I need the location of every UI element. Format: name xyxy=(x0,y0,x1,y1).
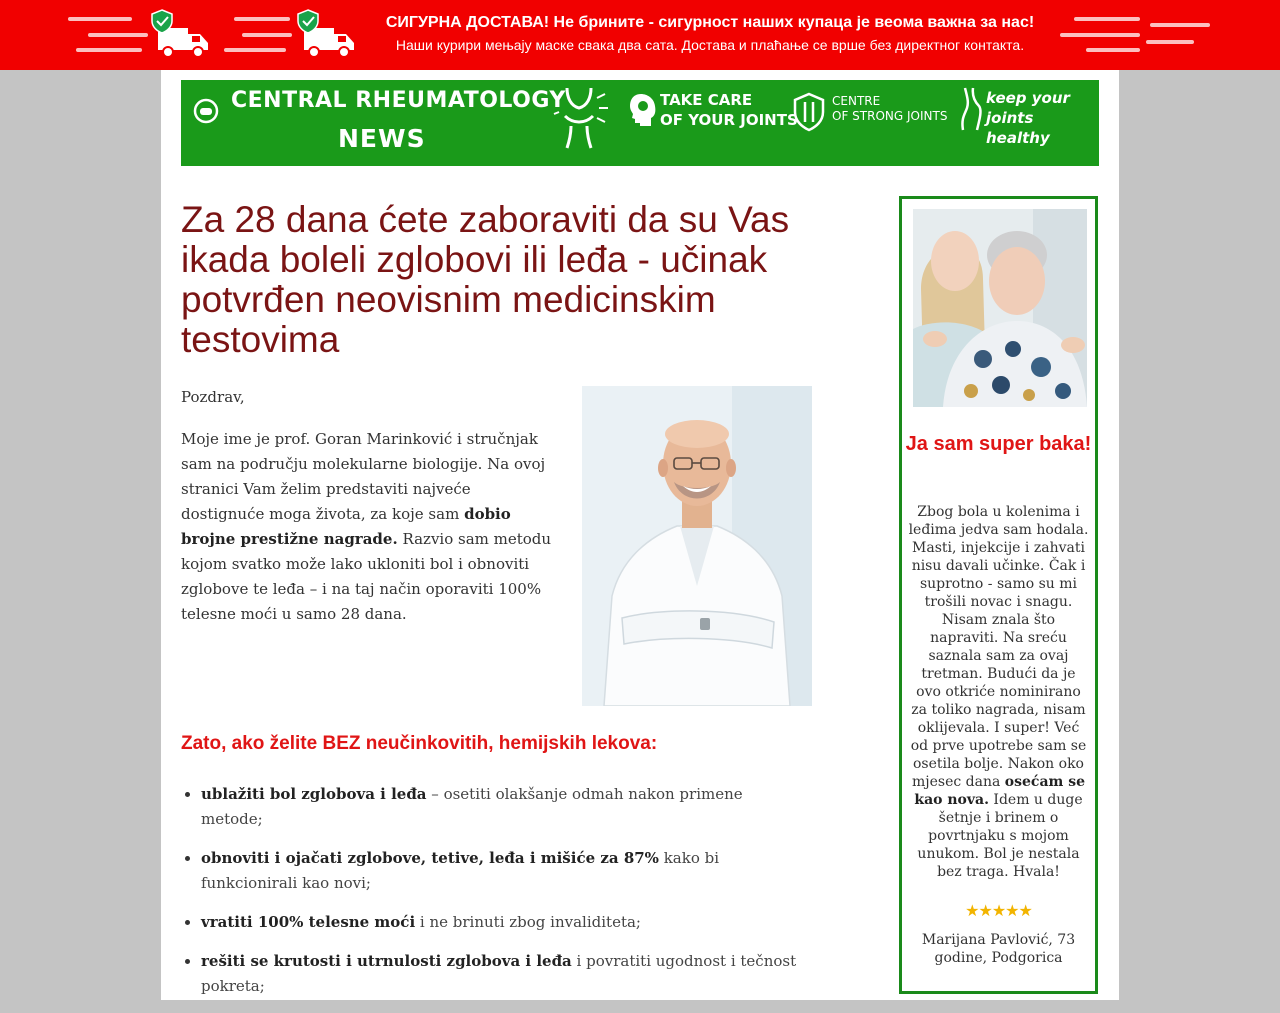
testimonial-text xyxy=(908,503,1089,881)
star-icon: ★ xyxy=(965,901,979,920)
site-banner[interactable] xyxy=(181,80,1099,166)
delivery-headline: СИГУРНА ДОСТАВА! Не брините - сигурност наших купаца је веома важна за нас! xyxy=(385,14,1035,31)
benefits-list xyxy=(181,782,801,1013)
decor-stripe xyxy=(1074,17,1140,21)
decor-stripe xyxy=(1146,40,1194,44)
delivery-message xyxy=(360,12,1060,56)
testimonial-card xyxy=(899,196,1098,994)
delivery-subline: Наши курири мењају маске свака два сата. Достава и плаћање се врше без директног контакта. xyxy=(395,37,1025,53)
logo-icon xyxy=(193,98,219,124)
greeting: Pozdrav, xyxy=(181,388,245,406)
decor-stripe xyxy=(1086,48,1140,52)
benefit-text: – osetiti olakšanje odmah nakon primene metode; xyxy=(201,785,743,828)
intro-text-end: Razvio sam metodu kojom svatko može lako ukloniti bol i obnoviti zglobove te leđa – i na taj način oporaviti 100% telesne moći u samo 28 dana. xyxy=(181,530,552,623)
benefit-bold: rešiti se krutosti i utrnulosti zglobova i leđa xyxy=(201,952,572,970)
testimonial-body: Zbog bola u kolenima i leđima jedva sam hodala. Masti, injekcije i zahvati nisu davali učinke. Čak i suprotno - samo su mi trošili novac i snagu. Nisam znala što napraviti. Na sreću saznala sam za ovaj tretman. Budući da je ovo otkriće nominirano za toliko nagrada, nisam oklijevala. I super! Već od prve upotrebe sam se osetila bolje. Nakon oko mjesec dana xyxy=(908,504,1089,790)
list-item xyxy=(181,846,801,896)
take-care-tagline xyxy=(660,90,798,130)
banner-subtitle: NEWS xyxy=(338,124,426,153)
article-headline: Za 28 dana ćete zaboraviti da su Vas ikada boleli zglobovi ili leđa - učinak potvrđen neovisnim medicinskim testovima xyxy=(181,199,790,360)
decor-stripe xyxy=(88,33,148,37)
benefit-bold: ublažiti bol zglobova i leđa xyxy=(201,785,427,803)
keep-healthy-tagline xyxy=(986,88,1099,148)
testimonial-author: Marijana Pavlović, 73 godine, Podgorica xyxy=(921,932,1076,966)
decor-stripe xyxy=(242,33,292,37)
grandmother-illustration xyxy=(913,209,1087,407)
testimonial-title: Ja sam super baka! xyxy=(905,433,1092,455)
take-care-line1: TAKE CARE xyxy=(660,91,753,109)
star-icon: ★ xyxy=(991,901,1006,920)
benefit-bold: vratiti 100% telesne moći xyxy=(201,913,416,931)
star-icon: ★ xyxy=(1018,901,1032,920)
head-profile-icon xyxy=(629,92,657,128)
centre-line2: OF STRONG JOINTS xyxy=(832,109,948,123)
banner-title: CENTRAL RHEUMATOLOGY xyxy=(231,88,566,113)
testimonial-bold: osećam se kao nova. xyxy=(914,774,1085,808)
star-icon: ★ xyxy=(978,901,992,920)
decor-stripe xyxy=(1150,23,1210,27)
rating-stars xyxy=(902,901,1095,920)
doctor-illustration xyxy=(582,386,812,706)
doctor-photo xyxy=(582,386,812,706)
knee-joint-icon xyxy=(553,86,609,150)
benefit-bold: obnoviti i ojačati zglobove, tetive, leđa i mišiće za 87% xyxy=(201,849,659,867)
delivery-truck-icon xyxy=(296,8,360,62)
decor-stripe xyxy=(1060,33,1140,37)
list-item xyxy=(181,910,801,935)
benefit-text: i ne brinuti zbog invaliditeta; xyxy=(415,913,641,931)
delivery-notice-bar xyxy=(0,0,1280,70)
decor-stripe xyxy=(68,17,132,21)
centre-tagline xyxy=(832,94,947,124)
delivery-truck-icon xyxy=(150,8,214,62)
centre-line1: CENTRE xyxy=(832,94,881,108)
keep-line2: joints healthy xyxy=(986,109,1050,147)
intro-paragraph xyxy=(181,427,553,627)
decor-stripe xyxy=(234,17,290,21)
leg-joint-icon xyxy=(957,86,983,132)
shield-joint-icon xyxy=(791,92,827,132)
take-care-line2: OF YOUR JOINTS xyxy=(660,111,798,129)
decor-stripe xyxy=(76,48,142,52)
keep-line1: keep your xyxy=(986,89,1070,107)
benefit-text: kako bi funkcionirali kao novi; xyxy=(201,849,720,892)
testimonial-photo xyxy=(913,209,1087,407)
intro-bold: dobio brojne prestižne nagrade. xyxy=(181,505,511,548)
star-icon: ★ xyxy=(1005,901,1019,920)
list-item xyxy=(181,782,801,832)
benefit-text: i povratiti ugodnost i tečnost pokreta; xyxy=(201,952,797,995)
decor-stripe xyxy=(224,48,286,52)
page-container xyxy=(161,70,1119,1000)
list-item xyxy=(181,949,801,999)
testimonial-body-end: Idem u duge šetnje i brinem o povrtnjaku s mojom unukom. Bol je nestala bez traga. Hvala! xyxy=(917,792,1083,880)
intro-text: Moje ime je prof. Goran Marinković i stručnjak sam na području molekularne biologije. Na ovoj stranici Vam želim predstaviti najveće dostignuće moga života, za koje sam xyxy=(181,430,546,523)
benefits-heading: Zato, ako želite BEZ neučinkovitih, hemijskih lekova: xyxy=(181,733,658,754)
